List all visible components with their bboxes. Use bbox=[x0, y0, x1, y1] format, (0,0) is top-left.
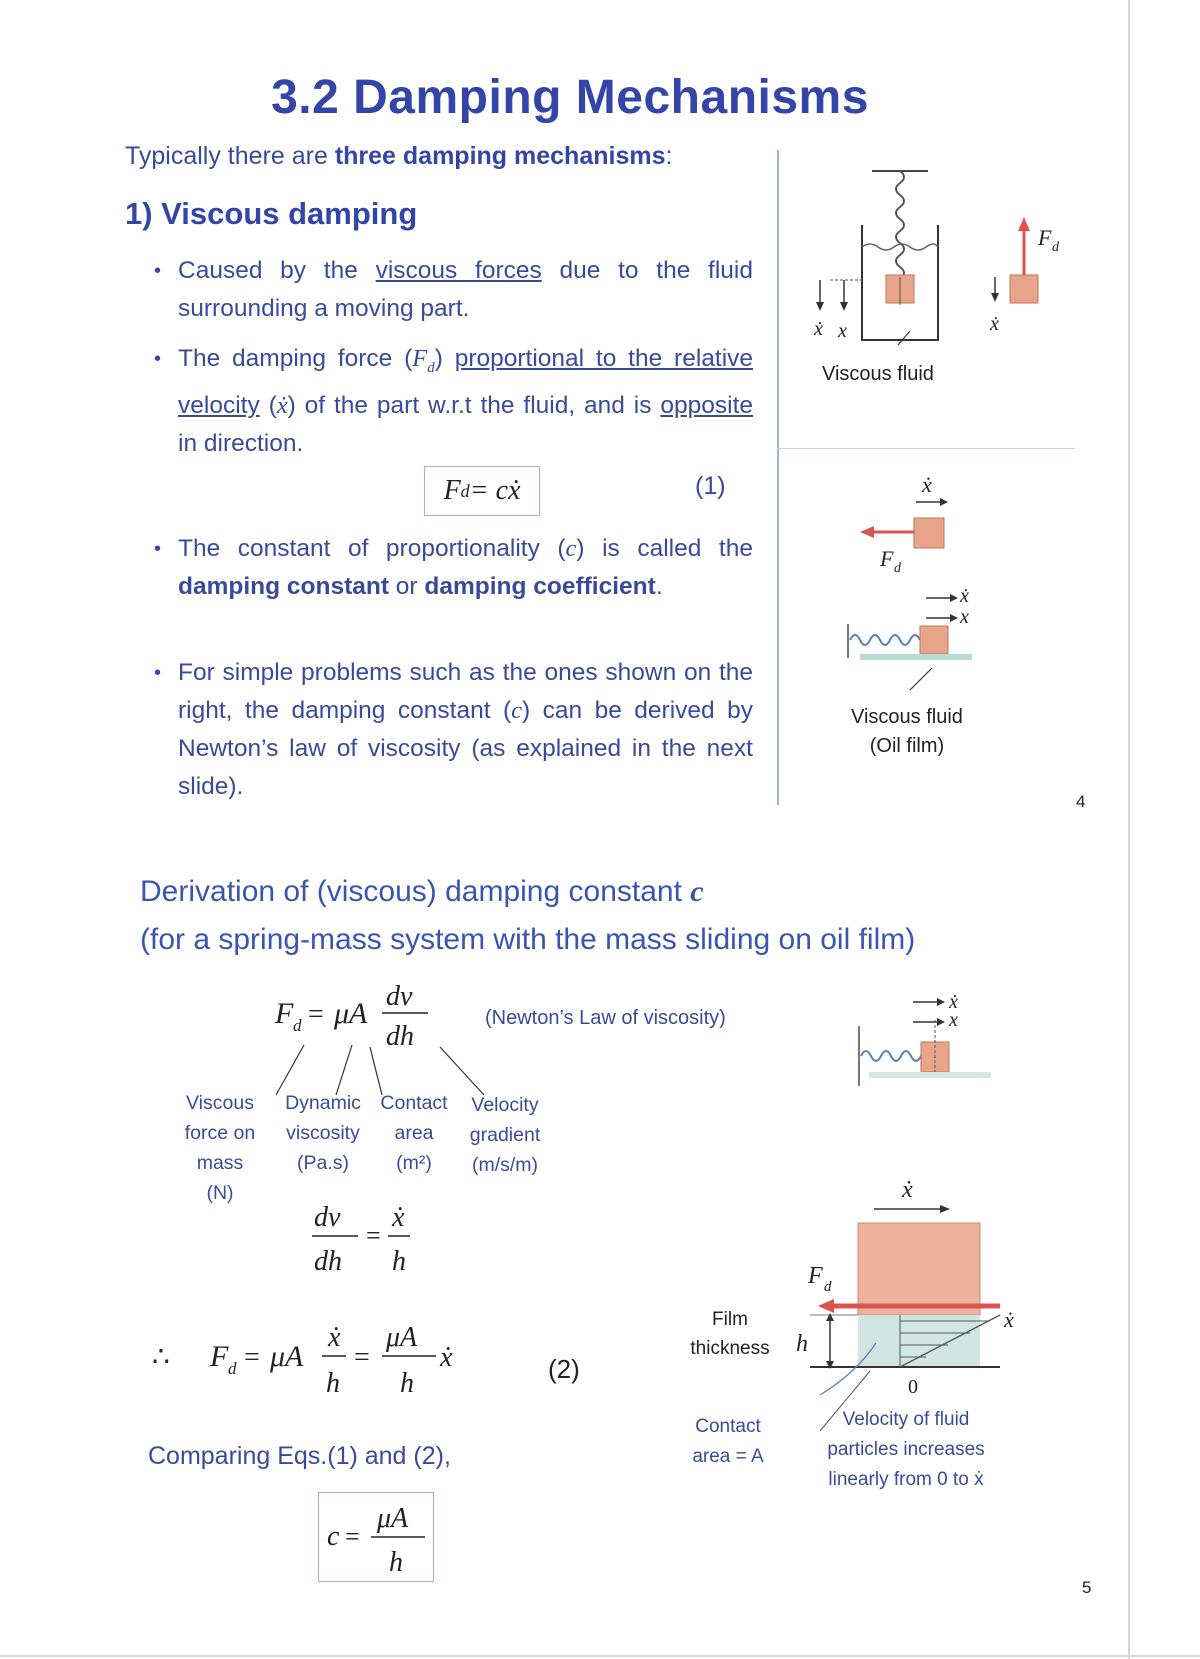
page-number-5: 5 bbox=[1082, 1578, 1092, 1597]
comparing-text: Comparing Eqs.(1) and (2), bbox=[148, 1442, 451, 1470]
svg-text:ẋ: ẋ bbox=[392, 1202, 405, 1233]
svg-text:μA: μA bbox=[270, 1340, 304, 1373]
svg-text:d: d bbox=[228, 1359, 237, 1378]
svg-text:ẋ: ẋ bbox=[814, 318, 823, 340]
zero-label: 0 bbox=[908, 1376, 918, 1398]
slide-title: 3.2 Damping Mechanisms bbox=[271, 71, 869, 124]
svg-text:d: d bbox=[293, 1016, 302, 1035]
velocity-distribution-note: Velocity of fluid particles increases linearly from 0 to ẋ bbox=[827, 1409, 985, 1490]
svg-text:ẋ: ẋ bbox=[922, 472, 932, 497]
svg-text:μA: μA bbox=[377, 1503, 409, 1534]
svg-text:∴: ∴ bbox=[152, 1342, 170, 1373]
svg-text:dh: dh bbox=[386, 1021, 414, 1052]
intro-text: Typically there are three damping mechanisms: bbox=[125, 142, 673, 170]
svg-text:ẋ: ẋ bbox=[902, 1177, 913, 1203]
page-bottom-edge bbox=[0, 1655, 1200, 1657]
svg-text:h: h bbox=[400, 1368, 414, 1399]
svg-text:x: x bbox=[960, 606, 969, 628]
page-right-edge bbox=[1128, 0, 1130, 1659]
svg-text:F: F bbox=[808, 1263, 823, 1289]
section-heading-viscous: 1) Viscous damping bbox=[125, 196, 418, 231]
svg-text:h: h bbox=[326, 1368, 340, 1399]
derivation-title: Derivation of (viscous) damping constant c (for a spring-mass system with the mass sliding on oil film) bbox=[140, 875, 916, 956]
velocity-gradient-equation bbox=[310, 1200, 430, 1280]
contact-area-label: Contact area = A bbox=[692, 1416, 764, 1467]
svg-text:d: d bbox=[894, 561, 901, 576]
svg-text:d: d bbox=[824, 1279, 832, 1295]
viscous-fluid-oil-label: Viscous fluid (Oil film) bbox=[851, 706, 963, 757]
svg-text:ẋ: ẋ bbox=[328, 1322, 341, 1353]
viscous-fluid-label-top: Viscous fluid bbox=[822, 363, 934, 385]
svg-text:x: x bbox=[949, 1009, 958, 1031]
svg-text:d: d bbox=[1052, 240, 1059, 255]
svg-text:dv: dv bbox=[314, 1202, 341, 1233]
bullet-dot: • bbox=[154, 662, 162, 684]
svg-text:=: = bbox=[308, 999, 324, 1030]
svg-text:F: F bbox=[210, 1340, 229, 1373]
svg-text:c: c bbox=[327, 1521, 340, 1552]
equation-1-box: F d = cẋ bbox=[424, 466, 540, 516]
svg-text:dv: dv bbox=[386, 981, 413, 1012]
bullet-dot: • bbox=[154, 260, 162, 282]
svg-text:ẋ: ẋ bbox=[960, 585, 969, 607]
spring-mass-oil-small bbox=[855, 990, 1025, 1090]
svg-text:h: h bbox=[392, 1246, 406, 1277]
svg-text:μA: μA bbox=[334, 997, 368, 1030]
svg-text:μA: μA bbox=[386, 1322, 418, 1353]
figure-divider bbox=[777, 448, 1075, 449]
bullet-dot: • bbox=[154, 538, 162, 560]
svg-text:h: h bbox=[796, 1331, 808, 1357]
label-dynamic-viscosity: Dynamic viscosity (Pa.s) bbox=[285, 1092, 361, 1174]
newton-law-note: (Newton’s Law of viscosity) bbox=[485, 1007, 726, 1029]
svg-text:F: F bbox=[275, 997, 294, 1030]
equation-1-number: (1) bbox=[695, 472, 726, 500]
label-contact-area: Contact area (m²) bbox=[380, 1092, 448, 1174]
svg-text:dh: dh bbox=[314, 1246, 342, 1277]
damper-tank-figure bbox=[800, 165, 1080, 365]
newton-law-equation bbox=[270, 975, 470, 1085]
equation-2 bbox=[150, 1320, 470, 1410]
bullet-constant: • The constant of proportionality (c) is called the damping constant or damping coefficient. bbox=[178, 530, 753, 606]
label-viscous-force: Viscous force on mass (N) bbox=[184, 1092, 256, 1204]
damping-constant-result-box bbox=[318, 1492, 434, 1582]
equation-2-number: (2) bbox=[548, 1354, 580, 1384]
svg-text:F: F bbox=[1038, 225, 1052, 250]
bullet-dot: • bbox=[154, 348, 162, 370]
bullet-simple-problems: • For simple problems such as the ones shown on the right, the damping constant (c) can be derived by Newton’s law of viscosity (as explained in the next slide). bbox=[178, 654, 753, 806]
oil-film-velocity-figure bbox=[790, 1175, 1050, 1398]
svg-text:=: = bbox=[354, 1342, 370, 1373]
svg-text:ẋ: ẋ bbox=[949, 991, 958, 1013]
oil-film-figure bbox=[840, 468, 1080, 708]
svg-text:ẋ: ẋ bbox=[1004, 1307, 1014, 1332]
svg-text:x: x bbox=[838, 320, 847, 342]
label-velocity-gradient: Velocity gradient (m/s/m) bbox=[469, 1094, 541, 1176]
bullet-caused-by: • Caused by the viscous forces due to the fluid surrounding a moving part. bbox=[178, 252, 753, 328]
svg-text:ẋ: ẋ bbox=[440, 1342, 453, 1373]
page-number-4: 4 bbox=[1076, 792, 1086, 811]
svg-text:h: h bbox=[389, 1547, 403, 1578]
column-divider bbox=[777, 150, 779, 805]
bullet-damping-force: • The damping force $(F_d)$ proportional to the relative velocity (ẋ) of the part w.r.t the fluid, and is opposite in direction. bbox=[178, 340, 753, 463]
film-thickness-label: Film thickness bbox=[690, 1309, 770, 1359]
svg-text:=: = bbox=[366, 1221, 381, 1250]
svg-text:ẋ: ẋ bbox=[990, 313, 999, 335]
svg-text:F: F bbox=[880, 546, 894, 571]
svg-text:=: = bbox=[345, 1522, 360, 1551]
damping-constant-equation bbox=[319, 1493, 433, 1581]
svg-text:=: = bbox=[244, 1342, 260, 1373]
